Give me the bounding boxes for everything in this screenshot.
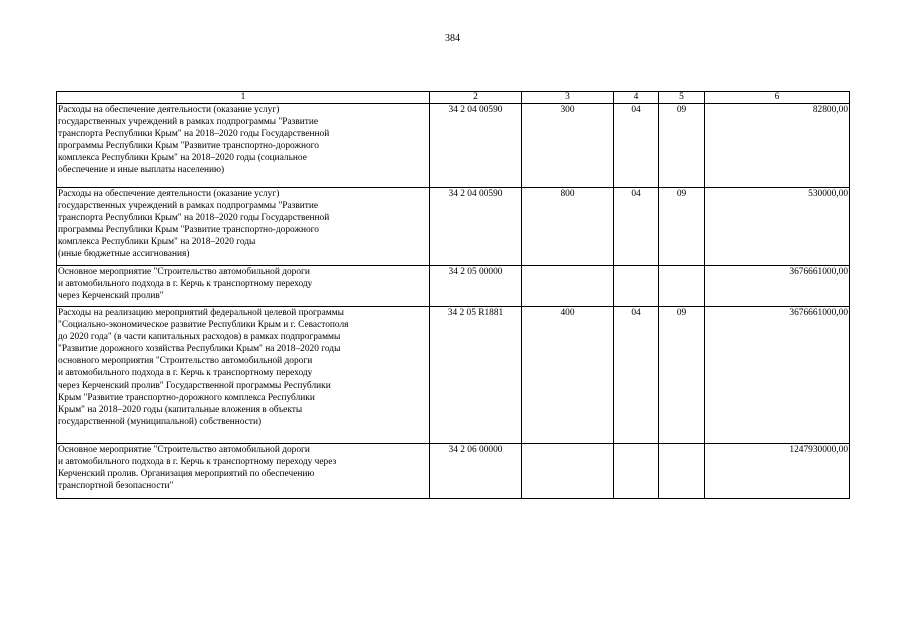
table-row xyxy=(57,266,850,307)
table-row xyxy=(57,188,850,266)
column-header-amount: 6 xyxy=(705,92,850,104)
page-number: 384 xyxy=(445,33,460,44)
row-subsection xyxy=(659,444,705,499)
row-target-article: 34 2 04 00590 xyxy=(430,104,522,188)
row-expense-type: 300 xyxy=(522,104,614,188)
column-header-expense-type: 3 xyxy=(522,92,614,104)
row-amount: 1247930000,00 xyxy=(705,444,850,499)
row-subsection: 09 xyxy=(659,188,705,266)
row-name: Расходы на реализацию мероприятий федеральной целевой программы "Социально-экономическое развитие Республики Крым и г. Севастополя до 2020 года" (в части капитальных расходов) в рамках подпрограммы "Развитие дорожного хозяйства Республики Крым" на 2018–2020 годы основного мероприятия "Строительство автомобильной дороги и автомобильного подхода в г. Керчь к транспортному переходу через Керченский пролив" Государственной программы Республики Крым "Развитие транспортно-дорожного комплекса Республики Крым" на 2018–2020 годы (капитальные вложения в объекты государственной (муниципальной) собственности) xyxy=(57,307,430,444)
row-expense-type xyxy=(522,444,614,499)
row-target-article: 34 2 04 00590 xyxy=(430,188,522,266)
table-row xyxy=(57,307,850,444)
row-expense-type xyxy=(522,266,614,307)
row-section: 04 xyxy=(614,104,659,188)
row-amount: 3676661000,00 xyxy=(705,307,850,444)
row-amount: 530000,00 xyxy=(705,188,850,266)
column-header-target-article: 2 xyxy=(430,92,522,104)
row-section xyxy=(614,444,659,499)
row-subsection xyxy=(659,266,705,307)
row-section xyxy=(614,266,659,307)
row-expense-type: 800 xyxy=(522,188,614,266)
row-name: Основное мероприятие "Строительство автомобильной дороги и автомобильного подхода в г. Керчь к транспортному переходу через Керченский пролив. Организация мероприятий по обеспечению транспортной безопасности" xyxy=(57,444,430,499)
row-name: Расходы на обеспечение деятельности (оказание услуг) государственных учреждений в рамках подпрограммы "Развитие транспорта Республики Крым" на 2018–2020 годы Государственной программы Республики Крым "Развитие транспортно-дорожного комплекса Республики Крым" на 2018–2020 годы (иные бюджетные ассигнования) xyxy=(57,188,430,266)
budget-table xyxy=(56,91,850,499)
row-target-article: 34 2 05 00000 xyxy=(430,266,522,307)
row-expense-type: 400 xyxy=(522,307,614,444)
table-row xyxy=(57,104,850,188)
row-amount: 3676661000,00 xyxy=(705,266,850,307)
row-section: 04 xyxy=(614,188,659,266)
table-row xyxy=(57,444,850,499)
row-section: 04 xyxy=(614,307,659,444)
table-header-row xyxy=(57,92,850,104)
row-target-article: 34 2 06 00000 xyxy=(430,444,522,499)
column-header-name: 1 xyxy=(57,92,430,104)
column-header-section: 4 xyxy=(614,92,659,104)
row-target-article: 34 2 05 R1881 xyxy=(430,307,522,444)
row-name: Расходы на обеспечение деятельности (оказание услуг) государственных учреждений в рамках подпрограммы "Развитие транспорта Республики Крым" на 2018–2020 годы Государственной программы Республики Крым "Развитие транспортно-дорожного комплекса Республики Крым" на 2018–2020 годы (социальное обеспечение и иные выплаты населению) xyxy=(57,104,430,188)
row-subsection: 09 xyxy=(659,104,705,188)
column-header-subsection: 5 xyxy=(659,92,705,104)
row-name: Основное мероприятие "Строительство автомобильной дороги и автомобильного подхода в г. Керчь к транспортному переходу через Керченский пролив" xyxy=(57,266,430,307)
row-subsection: 09 xyxy=(659,307,705,444)
row-amount: 82800,00 xyxy=(705,104,850,188)
